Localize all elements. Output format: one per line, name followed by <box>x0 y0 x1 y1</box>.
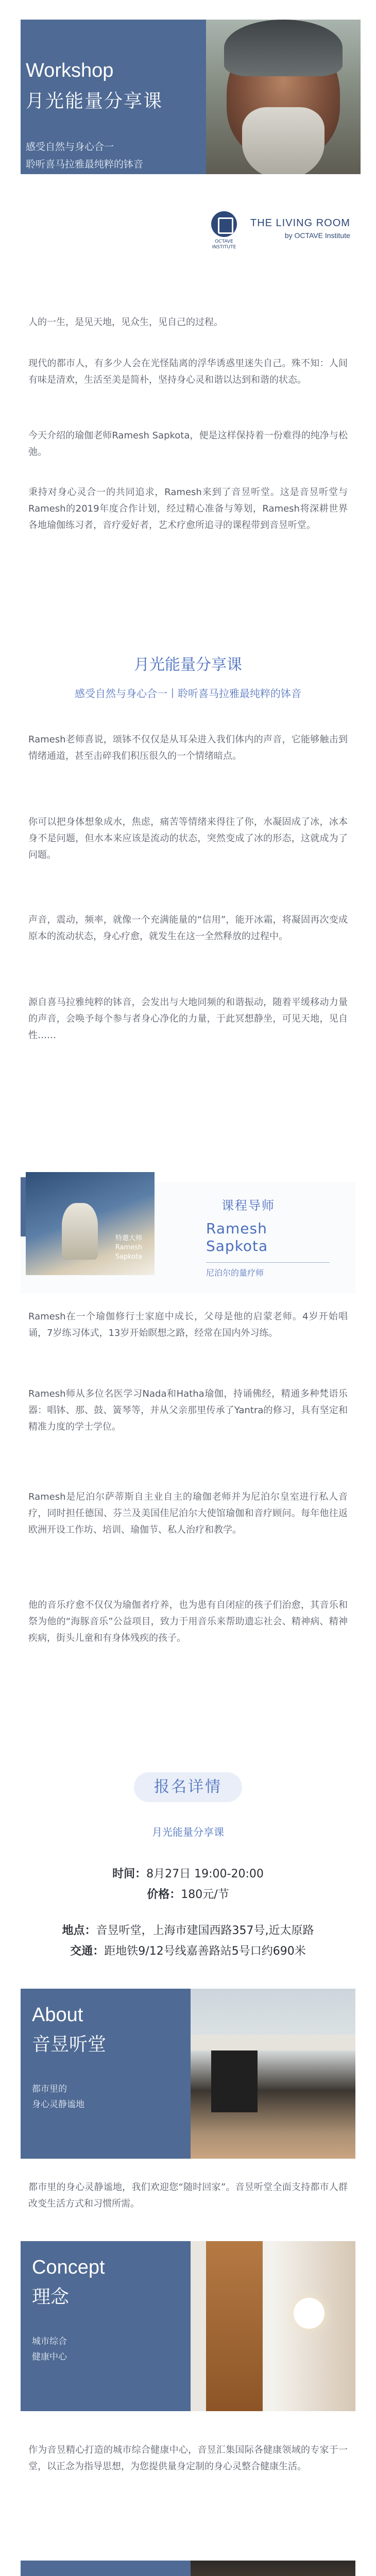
section-subtitle: 感受自然与身心合一丨聆听喜马拉雅最纯粹的钵音 <box>75 687 301 700</box>
logo-mark-icon <box>205 211 243 252</box>
hero-panel <box>21 20 206 174</box>
intro-paragraph: 今天介绍的瑜伽老师Ramesh Sapkota，便是这样保持着一份难得的纯净与松弛。 <box>28 430 348 457</box>
logo-caption: OCTAVE INSTITUTE <box>212 239 236 250</box>
body-paragraph: 声音，震动，频率，就像一个充满能量的“信用”，能开冰霜，将凝固再次变成原本的流动状态，身心疗愈，就发生在这一全然释放的过程中。 <box>28 914 348 942</box>
intro-paragraph: 现代的都市人，有多少人会在光怪陆离的浮华诱惑里迷失自己。殊不知：人间有味是清欢，生活至美是简朴，坚持身心灵和谐以达到和谐的状态。 <box>28 358 348 385</box>
teacher-role: 尼泊尔的量疗师 <box>206 1268 264 1278</box>
time-value: 8月27日 19:00-20:00 <box>146 1868 264 1880</box>
price-label: 价格： <box>147 1888 181 1901</box>
about-heading-en: About <box>32 2004 83 2026</box>
teacher-label: 课程导师 <box>221 1198 275 1213</box>
logo-name: THE LIVING ROOM <box>250 217 350 229</box>
concept-heading-en: Concept <box>32 2257 105 2278</box>
about-paragraph: 都市里的身心灵静谧地，我们欢迎您“随时回家”。音昱听堂全面支持都市人群改变生活方式和习惯所需。 <box>28 2182 348 2209</box>
teacher-name: Ramesh Sapkota <box>206 1220 268 1255</box>
registration-course: 月光能量分享课 <box>152 1826 224 1838</box>
about-panel <box>21 1989 191 2159</box>
hero-subtitle-line: 感受自然与身心合一 <box>26 141 114 152</box>
body-paragraph: 你可以把身体想象成水，焦虑，痛苦等情绪来得往了你，水凝固成了冰，冰本身不是问题，但水本来应该是流动的状态，突然变成了冰的形态，这就成为了问题。 <box>28 817 348 860</box>
concept-heading: 理念 <box>32 2286 70 2308</box>
concept-desc: 城市综合 健康中心 <box>32 2336 67 2362</box>
address-value: 音昱听堂，上海市建国西路357号,近太原路 <box>96 1924 314 1937</box>
design-panel <box>21 2561 191 2576</box>
hero-title: 月光能量分享课 <box>26 91 163 112</box>
concept-photo <box>191 2241 355 2411</box>
bio-paragraph: Ramesh师从多位名医学习Nada和Hatha瑜伽，持诵佛经，精通多种梵语乐器：唱钵、那、鼓、簧琴等，并从父亲那里传承了Yantra的修习，具有坚定和精准力度的学士学位。 <box>28 1388 348 1432</box>
teacher-photo <box>26 1172 155 1275</box>
price-value: 180元/节 <box>181 1888 229 1901</box>
intro-paragraph: 人的一生，是见天地，见众生，见自己的过程。 <box>28 317 223 328</box>
section-title: 月光能量分享课 <box>134 656 242 674</box>
hero-banner <box>0 0 376 185</box>
about-desc: 都市里的 身心灵静谧地 <box>32 2084 84 2110</box>
address-label: 地点： <box>62 1924 96 1937</box>
hero-subtitle <box>26 138 143 173</box>
about-heading: 音昱听堂 <box>32 2034 107 2055</box>
hero-photo <box>206 20 361 174</box>
bio-paragraph: Ramesh是尼泊尔萨蒂斯自主业自主的瑜伽老师并为尼泊尔皇室进行私人音疗，同时担任德国、芬兰及美国佳尼泊尔大使馆瑜伽和音疗顾问。每年他往返欧洲开设工作坊、培训、瑜伽节、私人治疗和教学。 <box>28 1492 348 1535</box>
concept-paragraph: 作为音昱精心打造的城市综合健康中心，音昱汇集国际各健康领域的专家于一堂，以正念为指导思想，为您提供量身定制的身心灵整合健康生活。 <box>28 2445 348 2472</box>
body-paragraph: 源自喜马拉雅纯粹的钵音，会发出与大地同频的和谐振动，随着平缓移动力量的声音，会唤予每个参与者身心净化的力量，于此冥想静坐，可见天地，见自性…… <box>28 997 348 1041</box>
registration-price <box>0 1886 376 1902</box>
logo-text <box>250 217 350 240</box>
body-paragraph: Ramesh老师喜说，颂钵不仅仅是从耳朵进入我们体内的声音，它能够触击到情绪通道，甚至击碎我们积压很久的一个情绪暗点。 <box>28 734 348 761</box>
traffic-value: 距地铁9/12号线嘉善路站5号口约690米 <box>104 1945 306 1958</box>
registration-address <box>0 1922 376 1938</box>
teacher-photo-caption: 特邀大师 Ramesh Sapkota <box>115 1234 143 1261</box>
concept-panel <box>21 2241 191 2411</box>
about-photo <box>191 1989 355 2159</box>
brand-logo <box>205 211 360 252</box>
registration-badge: 报名详情 <box>134 1772 242 1802</box>
logo-tagline: by OCTAVE Institute <box>284 231 350 240</box>
design-photo <box>191 2561 355 2576</box>
bio-paragraph: 他的音乐疗愈不仅仅为瑜伽者疗养，也为患有自闭症的孩子们治愈，其音乐和祭为他的“海豚音乐”公益项目，致力于用音乐来帮助遗忘社会、精神病、精神疾病，街头儿童和有身体残疾的孩子。 <box>28 1600 348 1643</box>
registration-time <box>0 1865 376 1881</box>
hero-subtitle-line: 聆听喜马拉雅最纯粹的钵音 <box>26 159 144 170</box>
hero-eyebrow: Workshop <box>26 60 114 81</box>
traffic-label: 交通： <box>70 1945 105 1958</box>
bio-paragraph: Ramesh在一个瑜伽修行士家庭中成长，父母是他的启蒙老师。4岁开始唱诵，7岁练习体式，13岁开始瞑想之路，经常在国内外习练。 <box>28 1311 348 1338</box>
time-label: 时间： <box>112 1868 147 1880</box>
divider <box>206 1262 330 1263</box>
intro-paragraph: 秉持对身心灵合一的共同追求，Ramesh来到了音昱听堂。这是音昱听堂与Ramesh的2019年度合作计划，经过精心准备与筹划，Ramesh将深耕世界各地瑜伽练习者，音疗爱好者，艺术疗愈所追寻的课程带到音昱听堂。 <box>28 487 348 531</box>
registration-traffic <box>0 1942 376 1958</box>
